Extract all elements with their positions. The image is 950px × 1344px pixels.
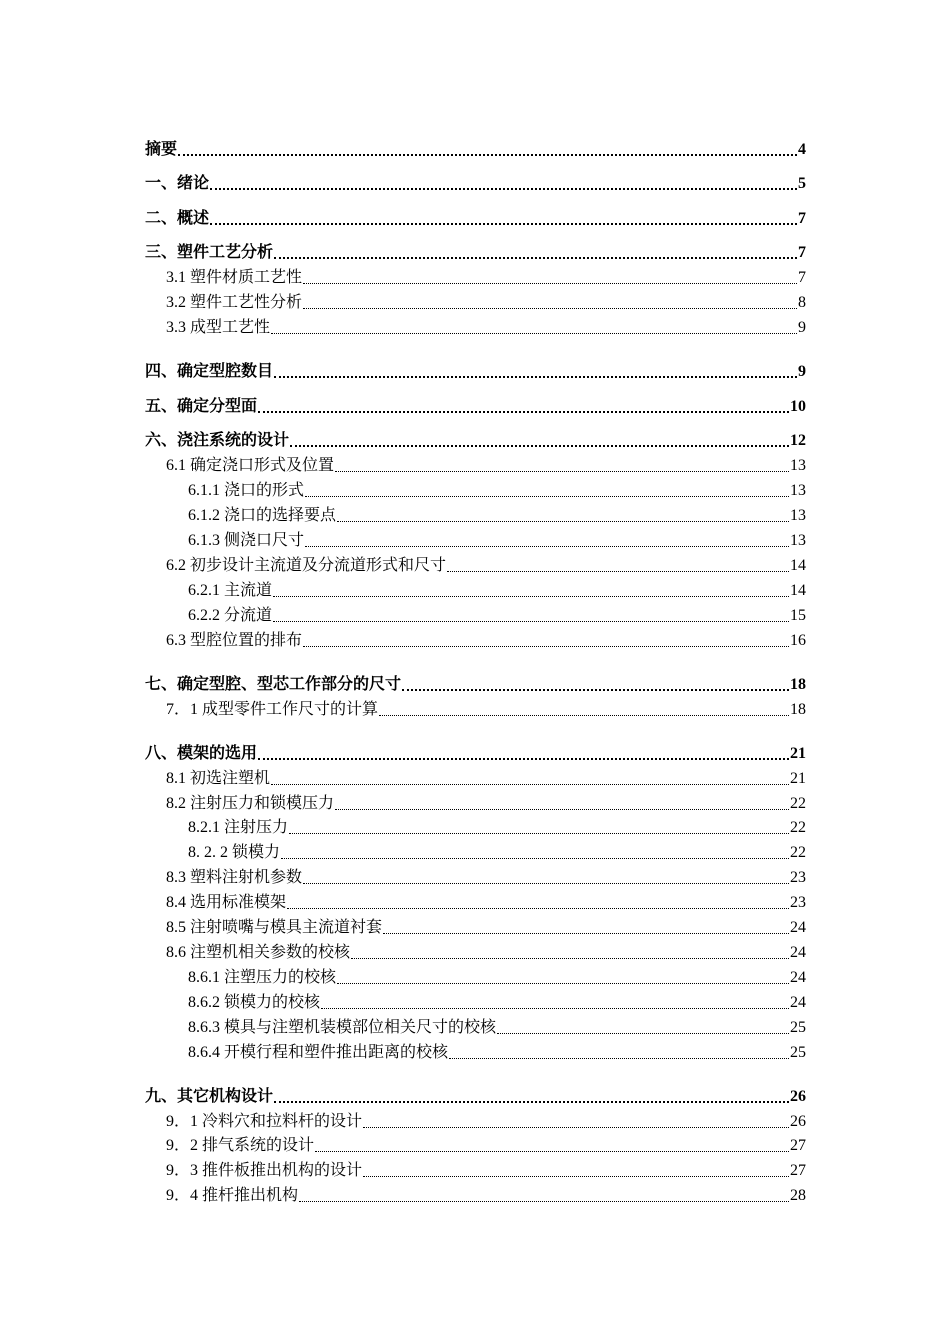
toc-leader-dots (383, 932, 789, 934)
toc-entry-page: 22 (790, 819, 806, 837)
toc-entry-title: 3.2 塑件工艺性分析 (166, 294, 303, 312)
toc-entry[interactable] (145, 416, 806, 451)
toc-entry-title: 四、确定型腔数目 (145, 363, 274, 381)
toc-entry-page: 22 (790, 844, 806, 862)
toc-leader-dots (289, 832, 789, 834)
toc-entry-page: 24 (790, 993, 806, 1011)
toc-entry-title: 九、其它机构设计 (145, 1087, 274, 1105)
toc-entry-page: 18 (790, 700, 806, 718)
toc-entry-title: 6.2.2 分流道 (188, 606, 273, 624)
toc-entry[interactable] (145, 575, 806, 600)
toc-entry-title: 8.6.4 开模行程和塑件推出距离的校核 (188, 1043, 449, 1061)
toc-entry-page: 25 (790, 1043, 806, 1061)
toc-entry[interactable] (145, 962, 806, 987)
toc-entry[interactable] (145, 862, 806, 887)
toc-leader-dots (351, 957, 789, 959)
toc-entry[interactable] (145, 728, 806, 763)
toc-entry-title: 3.1 塑件材质工艺性 (166, 269, 303, 287)
toc-entry-page: 25 (790, 1018, 806, 1036)
toc-entry-page: 26 (790, 1112, 806, 1130)
toc-entry-title: 6.2.1 主流道 (188, 581, 273, 599)
toc-leader-dots (287, 907, 789, 909)
toc-entry-title: 6.1.2 浇口的选择要点 (188, 507, 337, 525)
toc-entry[interactable] (145, 1037, 806, 1062)
toc-leader-dots (447, 570, 789, 572)
toc-entry[interactable] (145, 450, 806, 475)
toc-entry[interactable] (145, 381, 806, 416)
toc-entry-page: 18 (790, 675, 806, 693)
toc-entry[interactable] (145, 1131, 806, 1156)
toc-entry-page: 21 (790, 769, 806, 787)
toc-entry-title: 8.3 塑料注射机参数 (166, 869, 303, 887)
toc-entry[interactable] (145, 1180, 806, 1205)
toc-entry[interactable] (145, 525, 806, 550)
toc-entry[interactable] (145, 912, 806, 937)
toc-entry-page: 10 (790, 397, 806, 415)
toc-entry-title: 三、塑件工艺分析 (145, 244, 274, 262)
toc-leader-dots (335, 470, 789, 472)
toc-entry-title: 6.3 型腔位置的排布 (166, 631, 303, 649)
toc-entry-page: 13 (790, 482, 806, 500)
toc-entry-title: 一、绪论 (145, 175, 210, 193)
toc-leader-dots (210, 222, 797, 225)
toc-entry[interactable] (145, 228, 806, 263)
toc-entry-page: 9 (798, 363, 806, 381)
toc-entry[interactable] (145, 763, 806, 788)
toc-entry-title: 8.6.3 模具与注塑机装模部位相关尺寸的校核 (188, 1018, 497, 1036)
table-of-contents (145, 124, 806, 1205)
toc-leader-dots (303, 645, 789, 647)
toc-leader-dots (402, 688, 789, 691)
toc-entry-title: 8.2.1 注射压力 (188, 819, 289, 837)
toc-entry-title: 摘要 (145, 140, 178, 158)
toc-entry-title: 3.3 成型工艺性 (166, 319, 271, 337)
toc-entry[interactable] (145, 937, 806, 962)
toc-entry-title: 8.5 注射喷嘴与模具主流道衬套 (166, 919, 383, 937)
toc-entry-page: 23 (790, 894, 806, 912)
toc-leader-dots (273, 620, 789, 622)
toc-entry[interactable] (145, 287, 806, 312)
toc-entry-title: 8.6 注塑机相关参数的校核 (166, 943, 351, 961)
toc-leader-dots (315, 1150, 789, 1152)
toc-entry[interactable] (145, 987, 806, 1012)
toc-leader-dots (335, 808, 789, 810)
toc-entry-title: 二、概述 (145, 209, 210, 227)
toc-entry[interactable] (145, 159, 806, 194)
toc-entry-title: 6.2 初步设计主流道及分流道形式和尺寸 (166, 556, 447, 574)
toc-entry-page: 24 (790, 943, 806, 961)
toc-entry-page: 4 (798, 140, 806, 158)
toc-entry-page: 22 (790, 794, 806, 812)
toc-leader-dots (258, 757, 789, 760)
toc-entry-title: 9．1 冷料穴和拉料杆的设计 (166, 1112, 363, 1130)
toc-entry-page: 27 (790, 1162, 806, 1180)
toc-leader-dots (299, 1200, 789, 1202)
toc-entry[interactable] (145, 1106, 806, 1131)
toc-entry-title: 8.2 注射压力和锁模压力 (166, 794, 335, 812)
toc-entry-title: 6.1.3 侧浇口尺寸 (188, 531, 305, 549)
toc-entry-page: 24 (790, 968, 806, 986)
toc-entry-title: 7．1 成型零件工作尺寸的计算 (166, 700, 379, 718)
toc-entry[interactable] (145, 659, 806, 694)
toc-leader-dots (363, 1175, 789, 1177)
toc-entry[interactable] (145, 193, 806, 228)
toc-leader-dots (178, 153, 797, 156)
toc-entry-page: 8 (798, 294, 806, 312)
toc-leader-dots (305, 495, 789, 497)
toc-entry[interactable] (145, 347, 806, 382)
toc-entry-page: 15 (790, 606, 806, 624)
toc-entry-page: 27 (790, 1137, 806, 1155)
toc-entry-title: 9．3 推件板推出机构的设计 (166, 1162, 363, 1180)
toc-entry[interactable] (145, 694, 806, 719)
toc-leader-dots (497, 1032, 789, 1034)
toc-entry[interactable] (145, 1155, 806, 1180)
toc-entry-title: 8.1 初选注塑机 (166, 769, 271, 787)
toc-leader-dots (281, 857, 789, 859)
toc-entry-page: 13 (790, 457, 806, 475)
toc-entry-page: 5 (798, 175, 806, 193)
toc-entry-page: 12 (790, 432, 806, 450)
toc-leader-dots (274, 256, 797, 259)
toc-entry-page: 26 (790, 1087, 806, 1105)
toc-leader-dots (271, 783, 789, 785)
toc-entry[interactable] (145, 1012, 806, 1037)
toc-leader-dots (210, 187, 797, 190)
toc-leader-dots (449, 1057, 789, 1059)
toc-leader-dots (337, 520, 789, 522)
toc-leader-dots (258, 410, 789, 413)
toc-entry-title: 8. 2. 2 锁模力 (188, 844, 281, 862)
toc-entry-title: 8.6.1 注塑压力的校核 (188, 968, 337, 986)
toc-entry-title: 9．4 推杆推出机构 (166, 1187, 299, 1205)
toc-leader-dots (305, 545, 789, 547)
toc-leader-dots (274, 1100, 789, 1103)
toc-entry-title: 六、浇注系统的设计 (145, 432, 290, 450)
toc-entry[interactable] (145, 1071, 806, 1106)
toc-entry[interactable] (145, 312, 806, 337)
toc-leader-dots (290, 444, 789, 447)
toc-entry[interactable] (145, 500, 806, 525)
toc-leader-dots (303, 882, 789, 884)
toc-entry-page: 14 (790, 556, 806, 574)
toc-entry-page: 28 (790, 1187, 806, 1205)
toc-entry-page: 7 (798, 209, 806, 227)
toc-entry-page: 13 (790, 507, 806, 525)
toc-entry-page: 24 (790, 919, 806, 937)
toc-leader-dots (379, 714, 789, 716)
toc-entry-page: 9 (798, 319, 806, 337)
toc-entry-page: 7 (798, 269, 806, 287)
toc-entry[interactable] (145, 600, 806, 625)
toc-entry-page: 7 (798, 244, 806, 262)
toc-leader-dots (337, 982, 789, 984)
toc-entry[interactable] (145, 625, 806, 650)
toc-entry[interactable] (145, 475, 806, 500)
toc-entry-title: 9．2 排气系统的设计 (166, 1137, 315, 1155)
toc-leader-dots (303, 307, 797, 309)
toc-entry-page: 23 (790, 869, 806, 887)
toc-leader-dots (303, 282, 797, 284)
toc-entry-title: 6.1 确定浇口形式及位置 (166, 457, 335, 475)
toc-entry-title: 6.1.1 浇口的形式 (188, 482, 305, 500)
toc-entry[interactable] (145, 788, 806, 813)
toc-entry-title: 八、模架的选用 (145, 744, 258, 762)
toc-entry[interactable] (145, 124, 806, 159)
toc-entry[interactable] (145, 837, 806, 862)
toc-entry-page: 21 (790, 744, 806, 762)
toc-entry[interactable] (145, 550, 806, 575)
toc-entry-page: 13 (790, 531, 806, 549)
toc-entry-page: 16 (790, 631, 806, 649)
toc-entry[interactable] (145, 813, 806, 838)
toc-leader-dots (321, 1007, 789, 1009)
toc-leader-dots (274, 375, 797, 378)
toc-entry[interactable] (145, 262, 806, 287)
toc-leader-dots (273, 595, 789, 597)
toc-entry-title: 8.6.2 锁模力的校核 (188, 993, 321, 1011)
toc-entry-title: 8.4 选用标准模架 (166, 894, 287, 912)
toc-entry-title: 五、确定分型面 (145, 397, 258, 415)
toc-entry-page: 14 (790, 581, 806, 599)
toc-entry[interactable] (145, 887, 806, 912)
toc-entry-title: 七、确定型腔、型芯工作部分的尺寸 (145, 675, 402, 693)
toc-leader-dots (363, 1126, 789, 1128)
toc-leader-dots (271, 332, 797, 334)
